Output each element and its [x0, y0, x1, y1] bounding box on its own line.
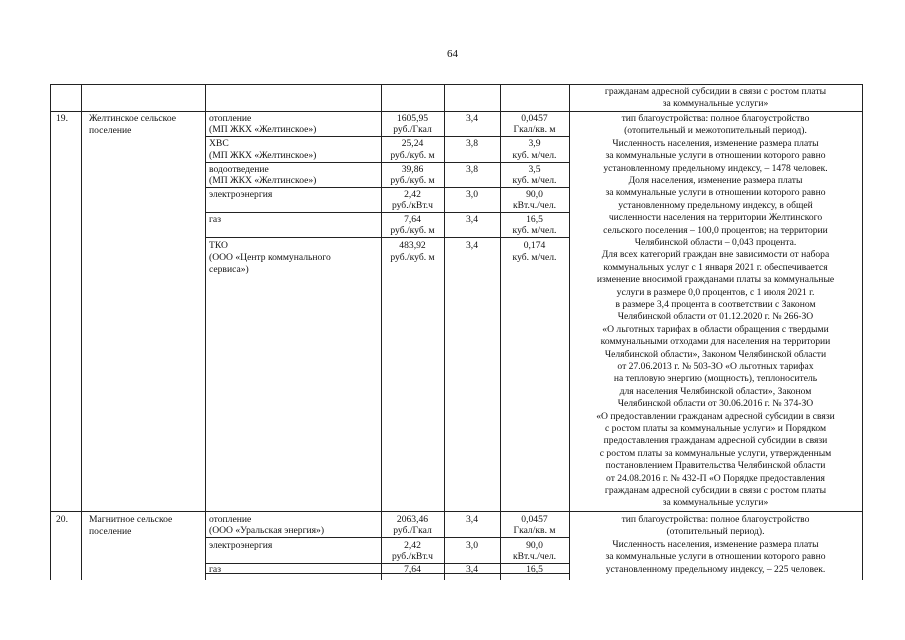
- note-line: изменение вносимой гражданами платы за коммунальные: [596, 274, 835, 286]
- tariff-value: 2063,46: [396, 514, 429, 525]
- norm-value: 0,174: [523, 240, 546, 251]
- note-line: Численность населения, изменение размера платы: [612, 137, 819, 149]
- note-line: Челябинской области – 0,043 процента.: [634, 237, 797, 248]
- settlement-name: Магнитное сельское: [89, 514, 173, 525]
- norm-unit: куб. м/чел.: [512, 225, 557, 236]
- settlement-name: поселение: [89, 526, 132, 537]
- norm-unit: Гкал/кв. м: [513, 124, 556, 135]
- note-line: установленному предельному индексу, в общей: [618, 199, 813, 211]
- norm-value: 3,5: [528, 164, 541, 175]
- tariff-value: 2,42: [404, 189, 421, 200]
- norm-unit: Гкал/кв. м: [513, 525, 556, 536]
- note-line: на тепловую энергию (мощность), теплоноситель: [613, 373, 818, 385]
- note-line: в размере 3,4 процента в соответствии с Законом: [615, 299, 816, 310]
- note-line: Челябинской области от 01.12.2020 г. № 266-ЗО: [617, 311, 814, 323]
- note-line: Численность населения, изменение размера платы: [612, 538, 819, 550]
- note-line: «О льготных тарифах в области обращения с твердыми: [602, 323, 829, 335]
- index-value: 3,4: [466, 514, 478, 525]
- note-line: численности населения на территории Желтинского: [608, 212, 823, 224]
- service-name: ТКО: [209, 240, 228, 251]
- service-name: отопление: [209, 113, 252, 124]
- note-line: за коммунальные услуги в отношении которого равно: [605, 551, 826, 563]
- tariff-unit: руб./куб. м: [390, 150, 435, 161]
- note-line: для населения Челябинской области», Законом: [619, 385, 812, 397]
- norm-value: 16,5: [526, 214, 543, 225]
- note-line: установленному предельному индексу, – 1478 человек.: [603, 162, 828, 174]
- note-line: за коммунальные услуги в отношении которого равно: [605, 187, 826, 199]
- tariff-value: 39,86: [401, 164, 424, 175]
- note-line: с ростом платы за коммунальные услуги, утвержденным: [599, 447, 832, 459]
- norm-value: 90,0: [526, 540, 543, 551]
- settlement-name: Желтинское сельское: [89, 113, 177, 124]
- tariff-unit: руб./куб. м: [390, 175, 435, 186]
- index-value: 3,4: [466, 564, 478, 575]
- tariff-value: 1605,95: [396, 113, 429, 124]
- table-rule: [50, 511, 862, 512]
- tariff-unit: руб./кВт.ч: [391, 551, 434, 562]
- table-rule: [50, 84, 51, 580]
- tariff-unit: руб./кВт.ч: [391, 200, 434, 211]
- note-line: коммунальных услуг с 1 января 2021 г. обеспечивается: [603, 261, 828, 273]
- note-line: гражданам адресной субсидии в связи с ростом платы: [604, 485, 827, 496]
- tariff-unit: руб./куб. м: [390, 225, 435, 236]
- table-rule: [50, 84, 862, 85]
- note-line: «О предоставлении гражданам адресной субсидии в связи: [596, 410, 835, 422]
- note-line: от 27.06.2013 г. № 503-ЗО «О льготных тарифах: [617, 361, 814, 372]
- tariff-unit: руб./Гкал: [393, 124, 432, 135]
- service-name: сервиса»): [209, 264, 249, 275]
- note-line: за коммунальные услуги»: [662, 497, 769, 509]
- note-line: Челябинской области», Законом Челябинской области: [604, 348, 827, 360]
- service-name: водоотведение: [209, 164, 269, 175]
- note-line: установленному предельному индексу, – 225 человек.: [605, 563, 826, 575]
- table-rule: [50, 111, 862, 112]
- table-rule: [81, 84, 82, 580]
- service-name: электроэнергия: [209, 189, 273, 200]
- note-line: Для всех категорий граждан вне зависимости от набора: [601, 249, 830, 261]
- settlement-name: поселение: [89, 125, 132, 136]
- service-name: (МП ЖКХ «Желтинское»): [209, 124, 317, 135]
- index-value: 3,4: [466, 240, 478, 251]
- table-rule: [205, 84, 206, 580]
- tariff-value: 25,24: [401, 138, 424, 149]
- norm-unit: кВт.ч./чел.: [512, 200, 557, 211]
- note-line: (отопительный период).: [666, 526, 765, 538]
- service-name: ХВС: [209, 138, 229, 149]
- tariff-value: 2,42: [404, 540, 421, 551]
- service-name: газ: [209, 564, 221, 575]
- note-continuation-line: гражданам адресной субсидии в связи с ростом платы: [604, 86, 827, 97]
- service-name: отопление: [209, 514, 252, 525]
- index-value: 3,0: [466, 189, 478, 200]
- service-name: электроэнергия: [209, 540, 273, 551]
- note-line: (отопительный и межотопительный период).: [624, 125, 807, 137]
- note-line: коммунальными отходами для населения на территории: [600, 336, 831, 348]
- service-name: (МП ЖКХ «Желтинское»): [209, 175, 317, 186]
- norm-unit: куб. м/чел.: [512, 150, 557, 161]
- page-number: 64: [447, 48, 458, 60]
- index-value: 3,4: [466, 113, 478, 124]
- note-line: Доля населения, изменение размера платы: [628, 175, 803, 186]
- index-value: 3,0: [466, 540, 478, 551]
- note-line: предоставления гражданам адресной субсидии в связи: [603, 435, 828, 447]
- note-line: тип благоустройства: полное благоустройство: [621, 514, 810, 525]
- index-value: 3,8: [466, 138, 478, 149]
- note-line: услуги в размере 0,0 процентов, с 1 июля 2021 г.: [616, 286, 815, 298]
- note-line: за коммунальные услуги в отношении которого равно: [605, 150, 826, 162]
- tariff-value: 7,64: [404, 564, 421, 575]
- tariff-value: 7,64: [404, 214, 421, 225]
- norm-value: 16,5: [526, 564, 543, 575]
- index-value: 3,8: [466, 164, 478, 175]
- table-rule: [862, 84, 863, 580]
- index-value: 3,4: [466, 214, 478, 225]
- tariff-value: 483,92: [399, 240, 426, 251]
- note-continuation-line: за коммунальные услуги»: [662, 98, 769, 109]
- note-line: тип благоустройства: полное благоустройство: [621, 113, 810, 124]
- table-rule: [444, 84, 445, 580]
- note-line: от 24.08.2016 г. № 432-П «О Порядке предоставления: [606, 472, 825, 484]
- norm-unit: куб. м/чел.: [512, 175, 557, 186]
- norm-value: 3,9: [528, 138, 541, 149]
- service-name: (ООО «Центр коммунального: [209, 252, 331, 263]
- norm-value: 0,0457: [521, 113, 548, 124]
- norm-value: 90,0: [526, 189, 543, 200]
- service-name: (МП ЖКХ «Желтинское»): [209, 150, 317, 161]
- note-line: постановлением Правительства Челябинской области: [605, 460, 826, 472]
- note-line: с ростом платы за коммунальные услуги» и Порядком: [604, 423, 827, 434]
- row-number: 20.: [56, 514, 68, 525]
- tariff-unit: руб./куб. м: [390, 252, 435, 263]
- service-name: (ООО «Уральская энергия»): [209, 525, 325, 536]
- note-line: сельского поселения – 100,0 процентов; на территории: [603, 224, 828, 236]
- service-name: газ: [209, 214, 221, 225]
- tariff-unit: руб./Гкал: [393, 525, 432, 536]
- norm-unit: куб. м/чел.: [512, 252, 557, 263]
- note-line: Челябинской области от 30.06.2016 г. № 374-ЗО: [617, 398, 814, 410]
- row-number: 19.: [56, 113, 68, 124]
- norm-value: 0,0457: [521, 514, 548, 525]
- norm-unit: кВт.ч./чел.: [512, 551, 557, 562]
